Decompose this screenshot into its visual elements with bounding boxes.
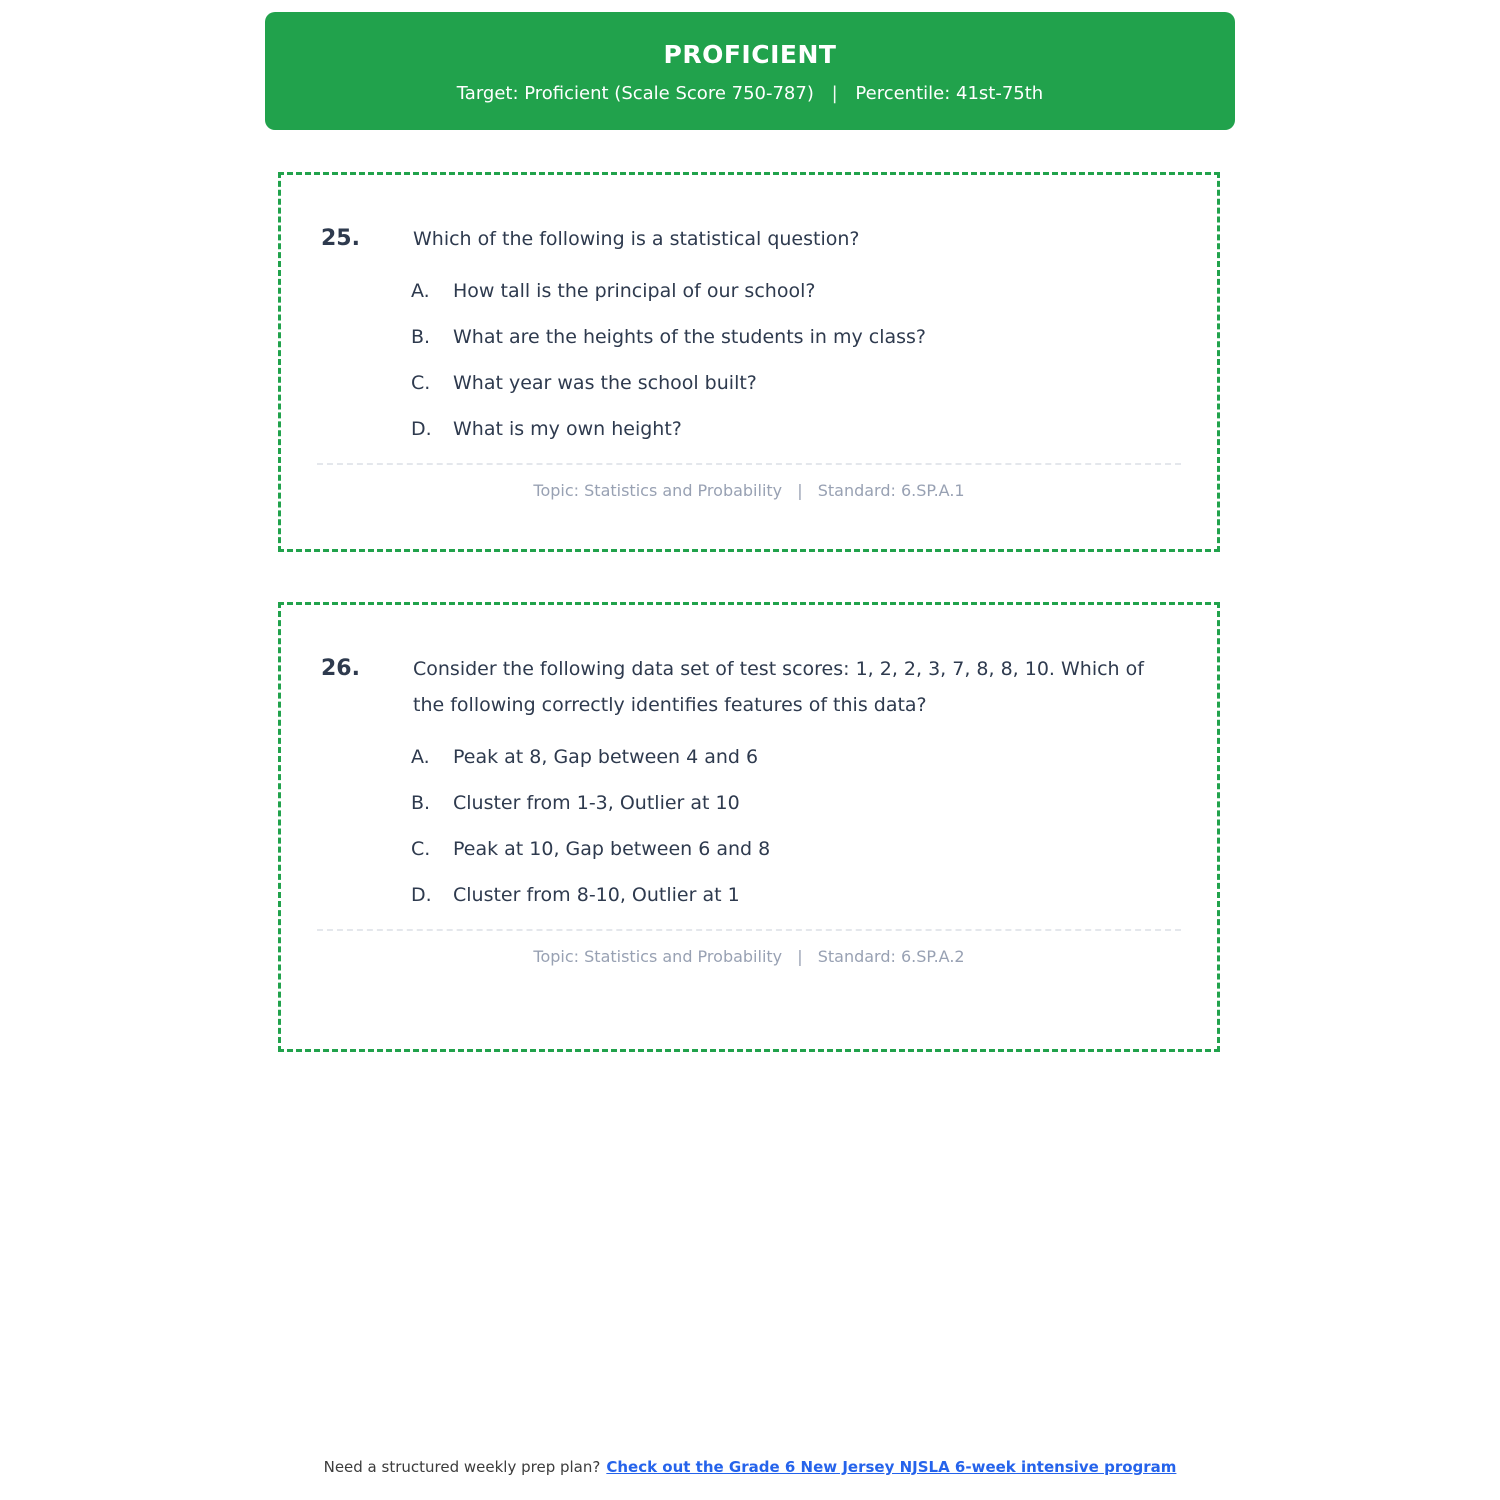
footer-program-link[interactable]: Check out the Grade 6 New Jersey NJSLA 6-week intensive program bbox=[606, 1458, 1177, 1476]
option-text: Cluster from 1-3, Outlier at 10 bbox=[453, 792, 740, 814]
option-b bbox=[281, 325, 1217, 349]
footer-note bbox=[0, 1458, 1500, 1476]
option-text: What year was the school built? bbox=[453, 372, 757, 394]
question-text: Consider the following data set of test scores: 1, 2, 2, 3, 7, 8, 8, 10. Which of the following correctly identifies features of this data? bbox=[413, 658, 1144, 716]
meta-separator: | bbox=[797, 947, 803, 966]
option-d bbox=[281, 883, 1217, 907]
question-number: 26. bbox=[321, 656, 360, 681]
options-list bbox=[281, 279, 1217, 441]
question-number: 25. bbox=[321, 226, 360, 251]
option-letter: D. bbox=[411, 884, 432, 906]
option-letter: A. bbox=[411, 280, 430, 302]
meta-divider bbox=[317, 929, 1181, 931]
question-text: Which of the following is a statistical question? bbox=[413, 228, 860, 250]
topic-label: Topic: Statistics and Probability bbox=[533, 947, 783, 966]
option-c bbox=[281, 371, 1217, 395]
option-d bbox=[281, 417, 1217, 441]
banner-target-text: Target: Proficient (Scale Score 750-787) bbox=[456, 83, 814, 104]
banner-percentile-text: Percentile: 41st-75th bbox=[855, 83, 1044, 104]
question-header bbox=[281, 605, 1217, 723]
question-card-25 bbox=[278, 172, 1220, 552]
meta-divider bbox=[317, 463, 1181, 465]
banner-separator: | bbox=[831, 83, 838, 104]
question-meta bbox=[281, 481, 1217, 500]
option-letter: D. bbox=[411, 418, 432, 440]
options-list bbox=[281, 745, 1217, 907]
banner-title: PROFICIENT bbox=[663, 40, 837, 69]
option-text: What is my own height? bbox=[453, 418, 682, 440]
option-b bbox=[281, 791, 1217, 815]
option-a bbox=[281, 279, 1217, 303]
option-a bbox=[281, 745, 1217, 769]
option-letter: B. bbox=[411, 326, 431, 348]
option-c bbox=[281, 837, 1217, 861]
option-text: How tall is the principal of our school? bbox=[453, 280, 816, 302]
banner-subtitle bbox=[265, 83, 1235, 104]
proficiency-banner bbox=[265, 12, 1235, 130]
option-letter: C. bbox=[411, 372, 431, 394]
standard-label: Standard: 6.SP.A.2 bbox=[817, 947, 965, 966]
option-letter: B. bbox=[411, 792, 431, 814]
option-text: Peak at 8, Gap between 4 and 6 bbox=[453, 746, 759, 768]
option-text: What are the heights of the students in my class? bbox=[453, 326, 926, 348]
question-meta bbox=[281, 947, 1217, 966]
question-card-26 bbox=[278, 602, 1220, 1052]
option-letter: A. bbox=[411, 746, 430, 768]
option-text: Cluster from 8-10, Outlier at 1 bbox=[453, 884, 740, 906]
topic-label: Topic: Statistics and Probability bbox=[533, 481, 783, 500]
meta-separator: | bbox=[797, 481, 803, 500]
option-letter: C. bbox=[411, 838, 431, 860]
question-header bbox=[281, 175, 1217, 257]
option-text: Peak at 10, Gap between 6 and 8 bbox=[453, 838, 771, 860]
footer-prompt: Need a structured weekly prep plan? bbox=[323, 1458, 601, 1476]
standard-label: Standard: 6.SP.A.1 bbox=[817, 481, 965, 500]
